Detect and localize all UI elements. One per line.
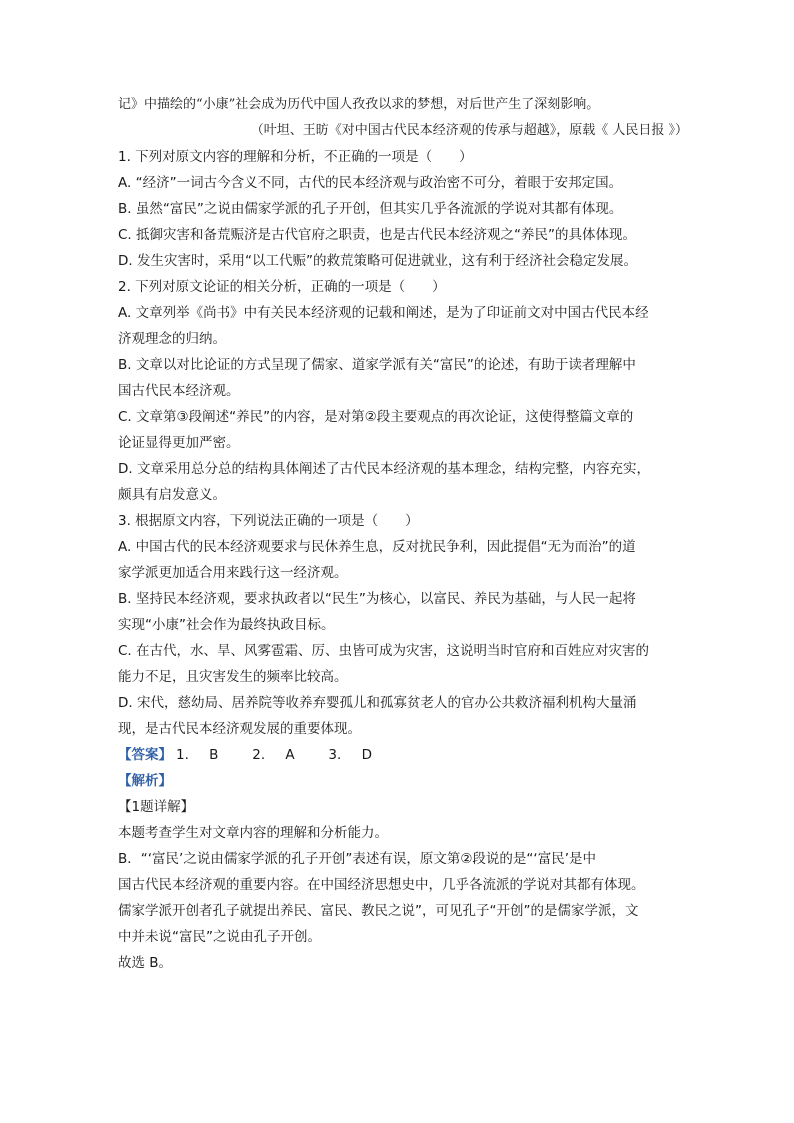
option-c: C. 抵御灾害和备荒赈济是古代官府之职责，也是古代民本经济观之“养民”的具体体现。 <box>118 227 636 243</box>
option-d-cont: 现，是古代民本经济观发展的重要体现。 <box>118 721 361 737</box>
analysis-line: 本题考查学生对文章内容的理解和分析能力。 <box>118 825 388 841</box>
question-2 <box>118 274 678 508</box>
analysis-conclusion: 故选 B。 <box>118 955 173 971</box>
q1-detail-label: 【1题详解】 <box>118 799 195 815</box>
question-3 <box>118 508 678 742</box>
analysis-line: 儒家学派开创者孔子就提出养民、富民、教民之说”，可见孔子“开创”的是儒家学派，文 <box>118 903 639 919</box>
option-c: C. 在古代，水、旱、风雾雹霜、厉、虫皆可成为灾害，这说明当时官府和百姓应对灾害的 <box>118 643 650 659</box>
answer-values: 1. B 2. A 3. D <box>176 747 372 763</box>
option-c-cont: 论证显得更加严密。 <box>118 435 240 451</box>
option-a: A. 文章列举《尚书》中有关民本经济观的记载和阐述，是为了印证前文对中国古代民本经 <box>118 305 649 321</box>
option-d: D. 文章采用总分总的结构具体阐述了古代民本经济观的基本理念，结构完整，内容充实， <box>118 461 650 477</box>
option-a: A. 中国古代的民本经济观要求与民休养生息，反对扰民争利，因此提倡“无为而治”的道 <box>118 539 636 555</box>
answer-label: 【答案】 <box>118 747 172 763</box>
analysis-line: 中并未说“富民”之说由孔子开创。 <box>118 929 321 945</box>
analysis-label: 【解析】 <box>118 773 172 789</box>
option-c-cont: 能力不足，且灾害发生的频率比较高。 <box>118 669 348 685</box>
option-b: B. 虽然“富民”之说由儒家学派的孔子开创，但其实几乎各流派的学说对其都有体现。 <box>118 201 623 217</box>
option-a-cont: 济观理念的归纳。 <box>118 331 226 347</box>
answer-row <box>118 742 678 768</box>
passage-ending: 记》中描绘的“小康”社会成为历代中国人孜孜以求的梦想，对后世产生了深刻影响。 <box>118 97 600 112</box>
question-stem: 2. 下列对原文论证的相关分析，正确的一项是（ ） <box>118 279 446 295</box>
option-a-cont: 家学派更加适合用来践行这一经济观。 <box>118 565 348 581</box>
passage-source: （叶坦、王昉《对中国古代民本经济观的传承与超越》，原载《 人民日报 》） <box>250 123 688 138</box>
question-stem: 3. 根据原文内容，下列说法正确的一项是（ ） <box>118 513 419 529</box>
question-stem: 1. 下列对原文内容的理解和分析，不正确的一项是（ ） <box>118 149 473 165</box>
option-b: B. 坚持民本经济观，要求执政者以“民生”为核心，以富民、养民为基础，与人民一起将 <box>118 591 636 607</box>
analysis-line: 国古代民本经济观的重要内容。在中国经济思想史中，几乎各流派的学说对其都有体现。 <box>118 877 645 893</box>
analysis-line: B．“‘富民’之说由儒家学派的孔子开创”表述有误，原文第②段说的是“‘富民’是中 <box>118 851 597 867</box>
question-1 <box>118 144 678 274</box>
option-b-cont: 实现“小康”社会作为最终执政目标。 <box>118 617 335 633</box>
document-page <box>118 92 688 976</box>
option-d-cont: 颇具有启发意义。 <box>118 487 226 503</box>
option-b-cont: 国古代民本经济观。 <box>118 383 240 399</box>
option-a: A. “经济”一词古今含义不同，古代的民本经济观与政治密不可分，着眼于安邦定国。 <box>118 175 623 191</box>
option-d: D. 宋代，慈幼局、居养院等收养弃婴孤儿和孤寡贫老人的官办公共救济福利机构大量涌 <box>118 695 637 711</box>
option-d: D. 发生灾害时，采用“以工代赈”的救荒策略可促进就业，这有利于经济社会稳定发展。 <box>118 253 637 269</box>
option-c: C. 文章第③段阐述“养民”的内容，是对第②段主要观点的再次论证，这使得整篇文章的 <box>118 409 634 425</box>
option-b: B. 文章以对比论证的方式呈现了儒家、道家学派有关“富民”的论述，有助于读者理解中 <box>118 357 636 373</box>
